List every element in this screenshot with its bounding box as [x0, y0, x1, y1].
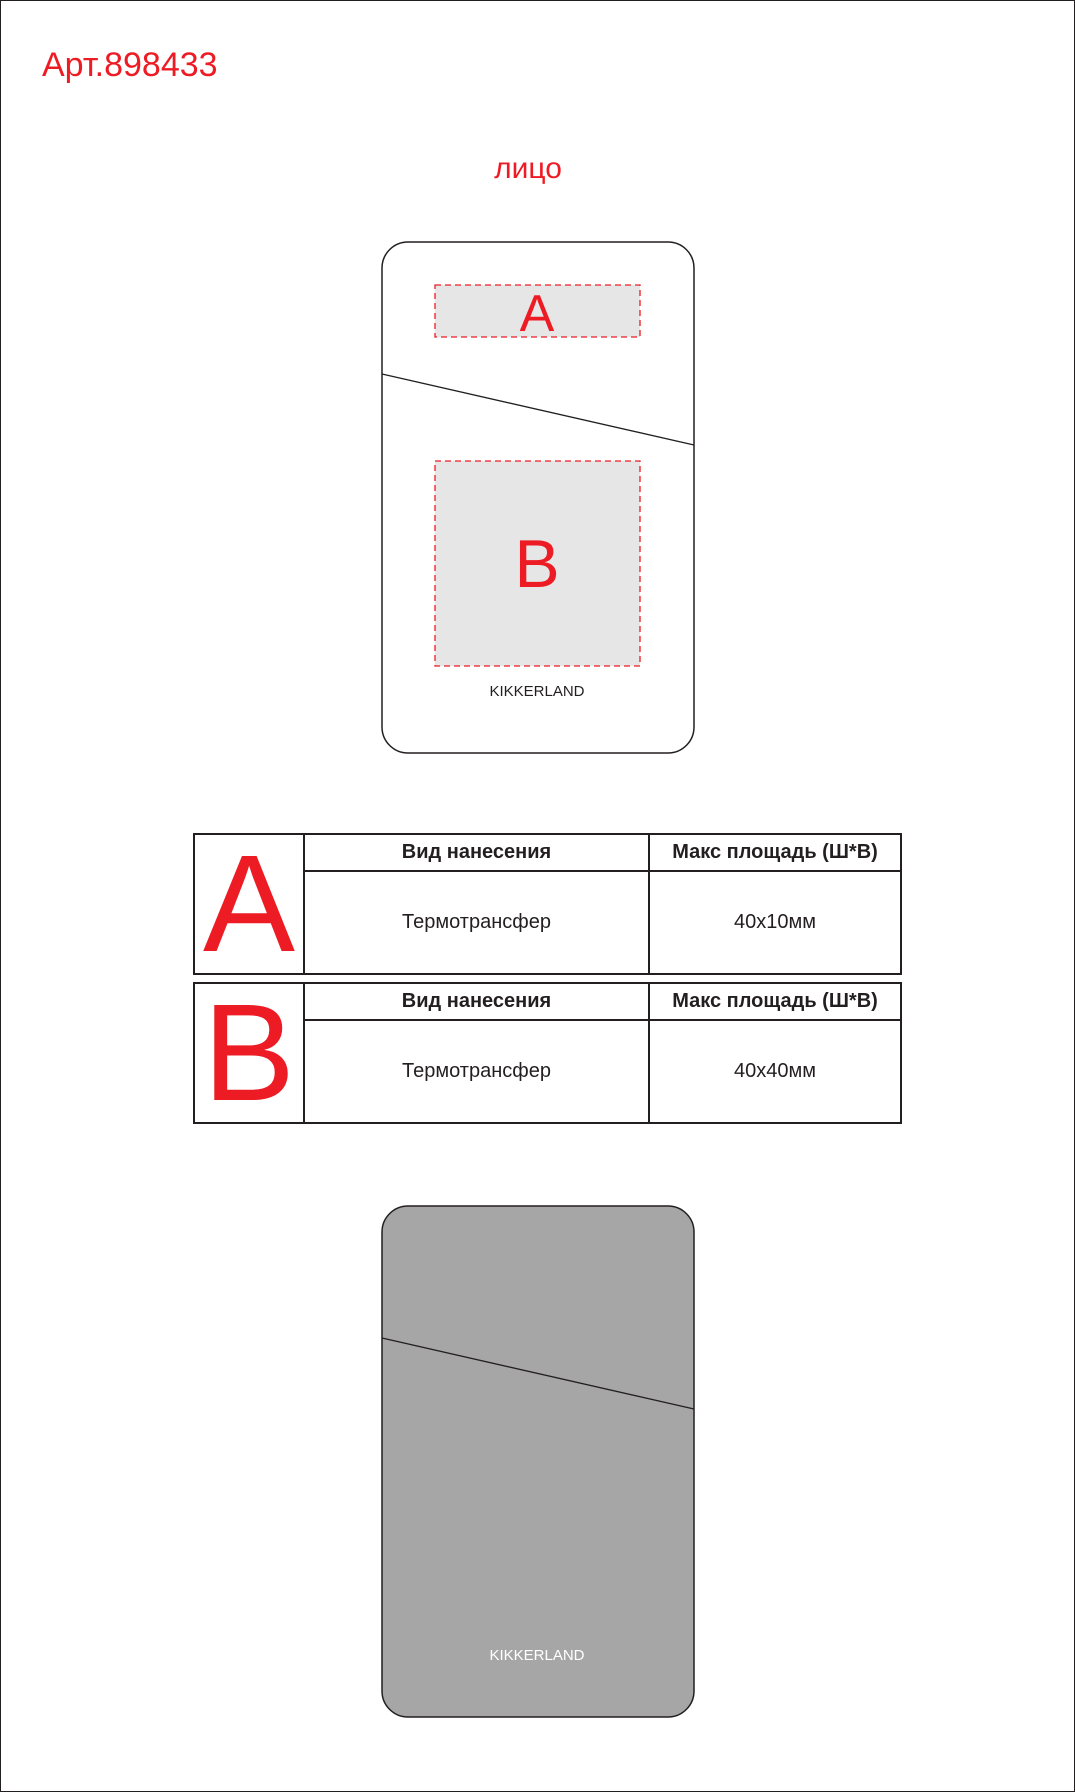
zone-a-table — [193, 827, 902, 981]
zone-b-method: Термотрансфер — [304, 1020, 649, 1123]
zone-a-size-header: Макс площадь (Ш*В) — [649, 834, 901, 871]
back-brand-logo: KIKKERLAND — [489, 1647, 585, 1664]
back-card-outline — [382, 1206, 694, 1717]
back-view — [382, 1206, 694, 1717]
print-area-b-letter: B — [514, 526, 560, 602]
zone-a-method: Термотрансфер — [304, 871, 649, 974]
zone-b-method-header: Вид нанесения — [304, 983, 649, 1020]
print-area-a-letter: A — [519, 285, 555, 343]
front-brand-logo: KIKKERLAND — [489, 683, 585, 700]
zone-b-table — [193, 976, 902, 1130]
zone-a-method-header: Вид нанесения — [304, 834, 649, 871]
zone-b-letter: B — [194, 983, 304, 1123]
article-number: Арт.898433 — [42, 46, 218, 84]
zone-a-size: 40x10мм — [649, 871, 901, 974]
front-view — [382, 242, 694, 753]
zone-a-letter: A — [194, 834, 304, 974]
front-side-label: лицо — [494, 152, 562, 185]
zone-b-size-header: Макс площадь (Ш*В) — [649, 983, 901, 1020]
zone-b-size: 40x40мм — [649, 1020, 901, 1123]
